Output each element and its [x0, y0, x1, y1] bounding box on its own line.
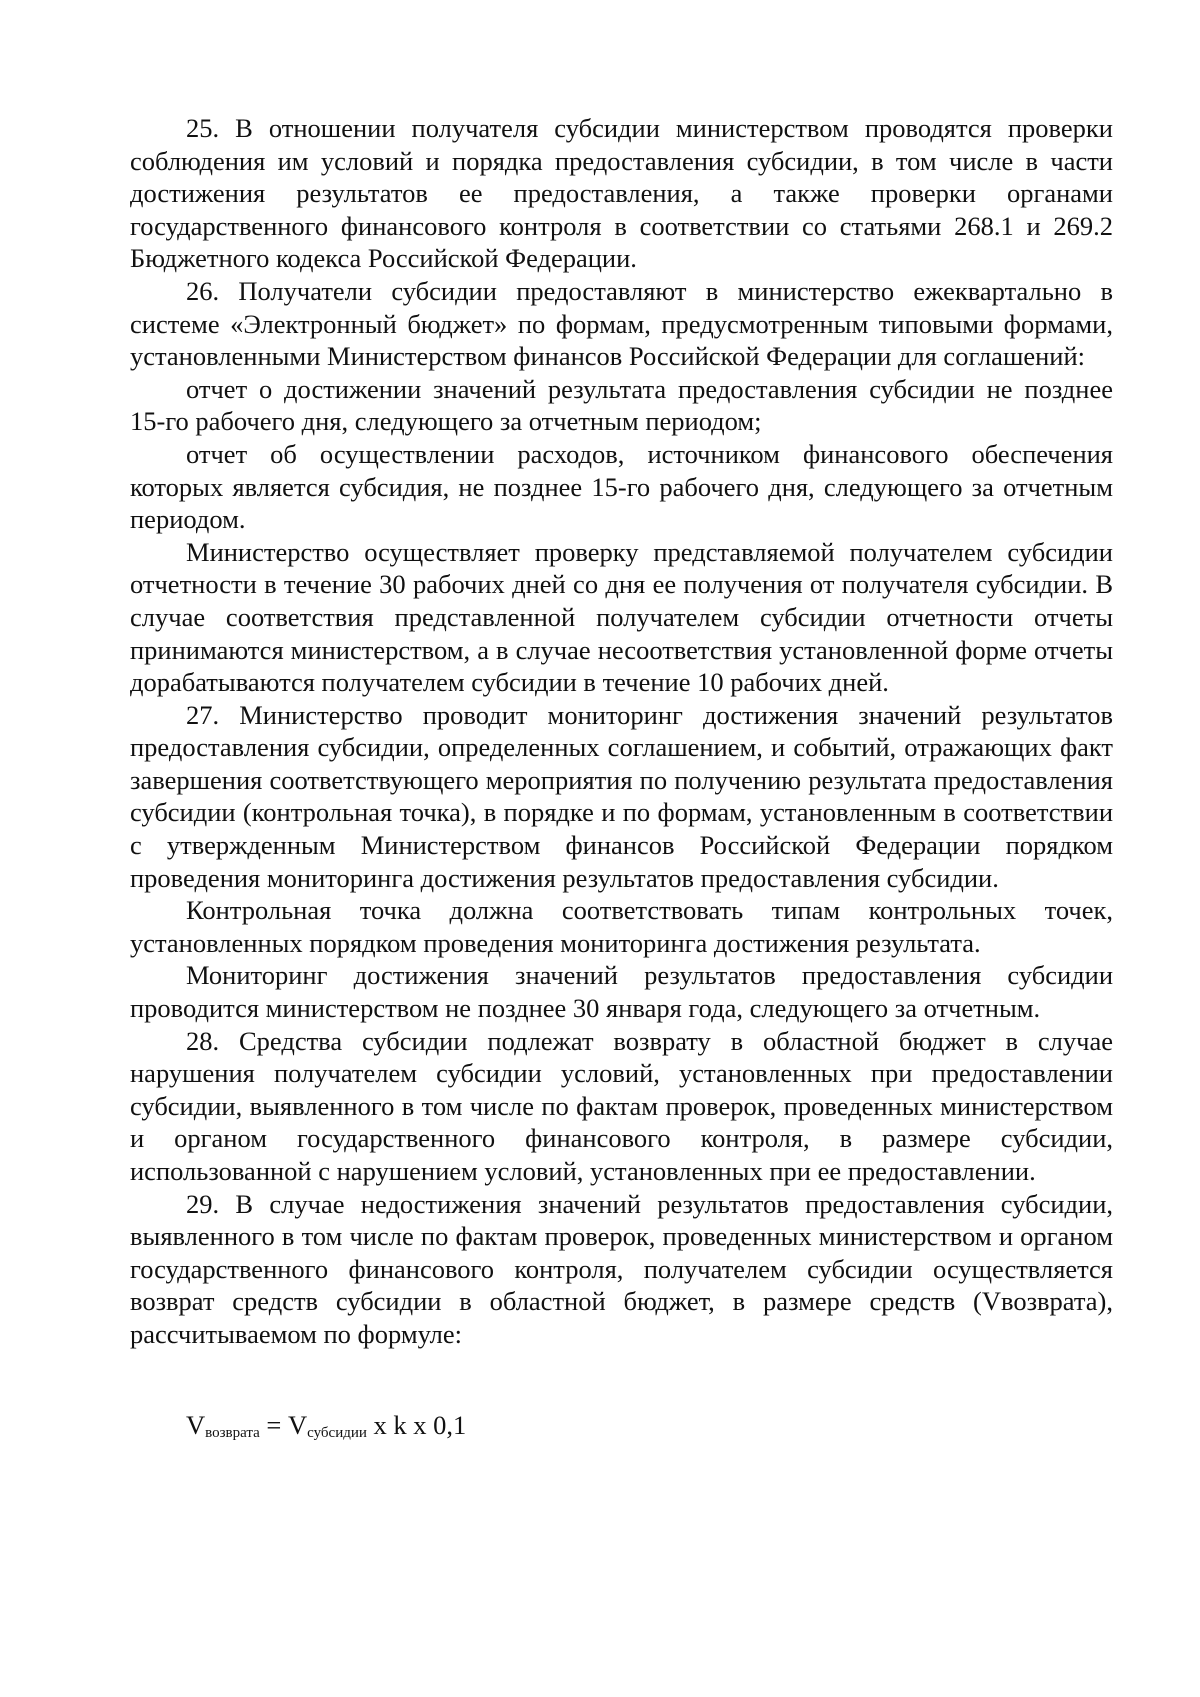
paragraph-27-control-point: Контрольная точка должна соответствовать типам контрольных точек, установленных порядком проведения мониторинга достижения результата.	[130, 895, 1113, 958]
paragraph-29: 29. В случае недостижения значений результатов предоставления субсидии, выявленного в том числе по фактам проверок, проведенных министерством и органом государственного финансового контроля, получателем субсидии осуществляется возврат средств субсидии в областной бюджет, в размере средств (Vвозврата), рассчитываемом по формуле:	[130, 1188, 1113, 1349]
paragraph-26-report-2: отчет об осуществлении расходов, источником финансового обеспечения которых является субсидия, не позднее 15-го рабочего дня, следующего за отчетным периодом.	[130, 438, 1113, 535]
paragraph-27: 27. Министерство проводит мониторинг достижения значений результатов предоставления субсидии, определенных соглашением, и событий, отражающих факт завершения соответствующего мероприятия по получению результата предоставления субсидии (контрольная точка), в порядке и по формам, установленным в соответствии с утвержденным Министерством финансов Российской Федерации порядком проведения мониторинга достижения результатов предоставления субсидии.	[130, 699, 1113, 893]
paragraph-26-verification: Министерство осуществляет проверку представляемой получателем субсидии отчетности в течение 30 рабочих дней со дня ее получения от получателя субсидии. В случае соответствия представленной получателем субсидии отчетности отчеты принимаются министерством, а в случае несоответствия установленной форме отчеты дорабатываются получателем субсидии в течение 10 рабочих дней.	[130, 536, 1113, 698]
formula-lhs-subscript: возврата	[205, 1424, 260, 1441]
formula-lhs-symbol: V	[186, 1409, 206, 1440]
formula-rhs-subscript: субсидии	[307, 1424, 367, 1441]
paragraph-26-report-1: отчет о достижении значений результата предоставления субсидии не позднее 15-го рабочего дня, следующего за отчетным периодом;	[130, 373, 1113, 437]
paragraph-28: 28. Средства субсидии подлежат возврату в областной бюджет в случае нарушения получателем субсидии условий, установленных при предоставлении субсидии, выявленного в том числе по фактам проверок, проведенных министерством и органом государственного финансового контроля, в размере субсидии, использованной с нарушением условий, установленных при ее предоставлении.	[130, 1025, 1113, 1186]
refund-formula	[130, 1409, 1113, 1441]
formula-equals: =	[266, 1409, 282, 1440]
document-page	[130, 112, 1113, 1441]
paragraph-25: 25. В отношении получателя субсидии министерством проводятся проверки соблюдения им условий и порядка предоставления субсидии, в том числе в части достижения результатов ее предоставления, а также проверки органами государственного финансового контроля в соответствии со статьями 268.1 и 269.2 Бюджетного кодекса Российской Федерации.	[130, 113, 1113, 274]
paragraph-27-monitoring: Мониторинг достижения значений результатов предоставления субсидии проводится министерством не позднее 30 января года, следующего за отчетным.	[130, 960, 1113, 1024]
paragraph-26: 26. Получатели субсидии предоставляют в министерство ежеквартально в системе «Электронный бюджет» по формам, предусмотренным типовыми формами, установленными Министерством финансов Российской Федерации для соглашений:	[130, 275, 1113, 372]
formula-multipliers: x k x 0,1	[373, 1409, 467, 1440]
formula-rhs-symbol: V	[288, 1409, 308, 1440]
